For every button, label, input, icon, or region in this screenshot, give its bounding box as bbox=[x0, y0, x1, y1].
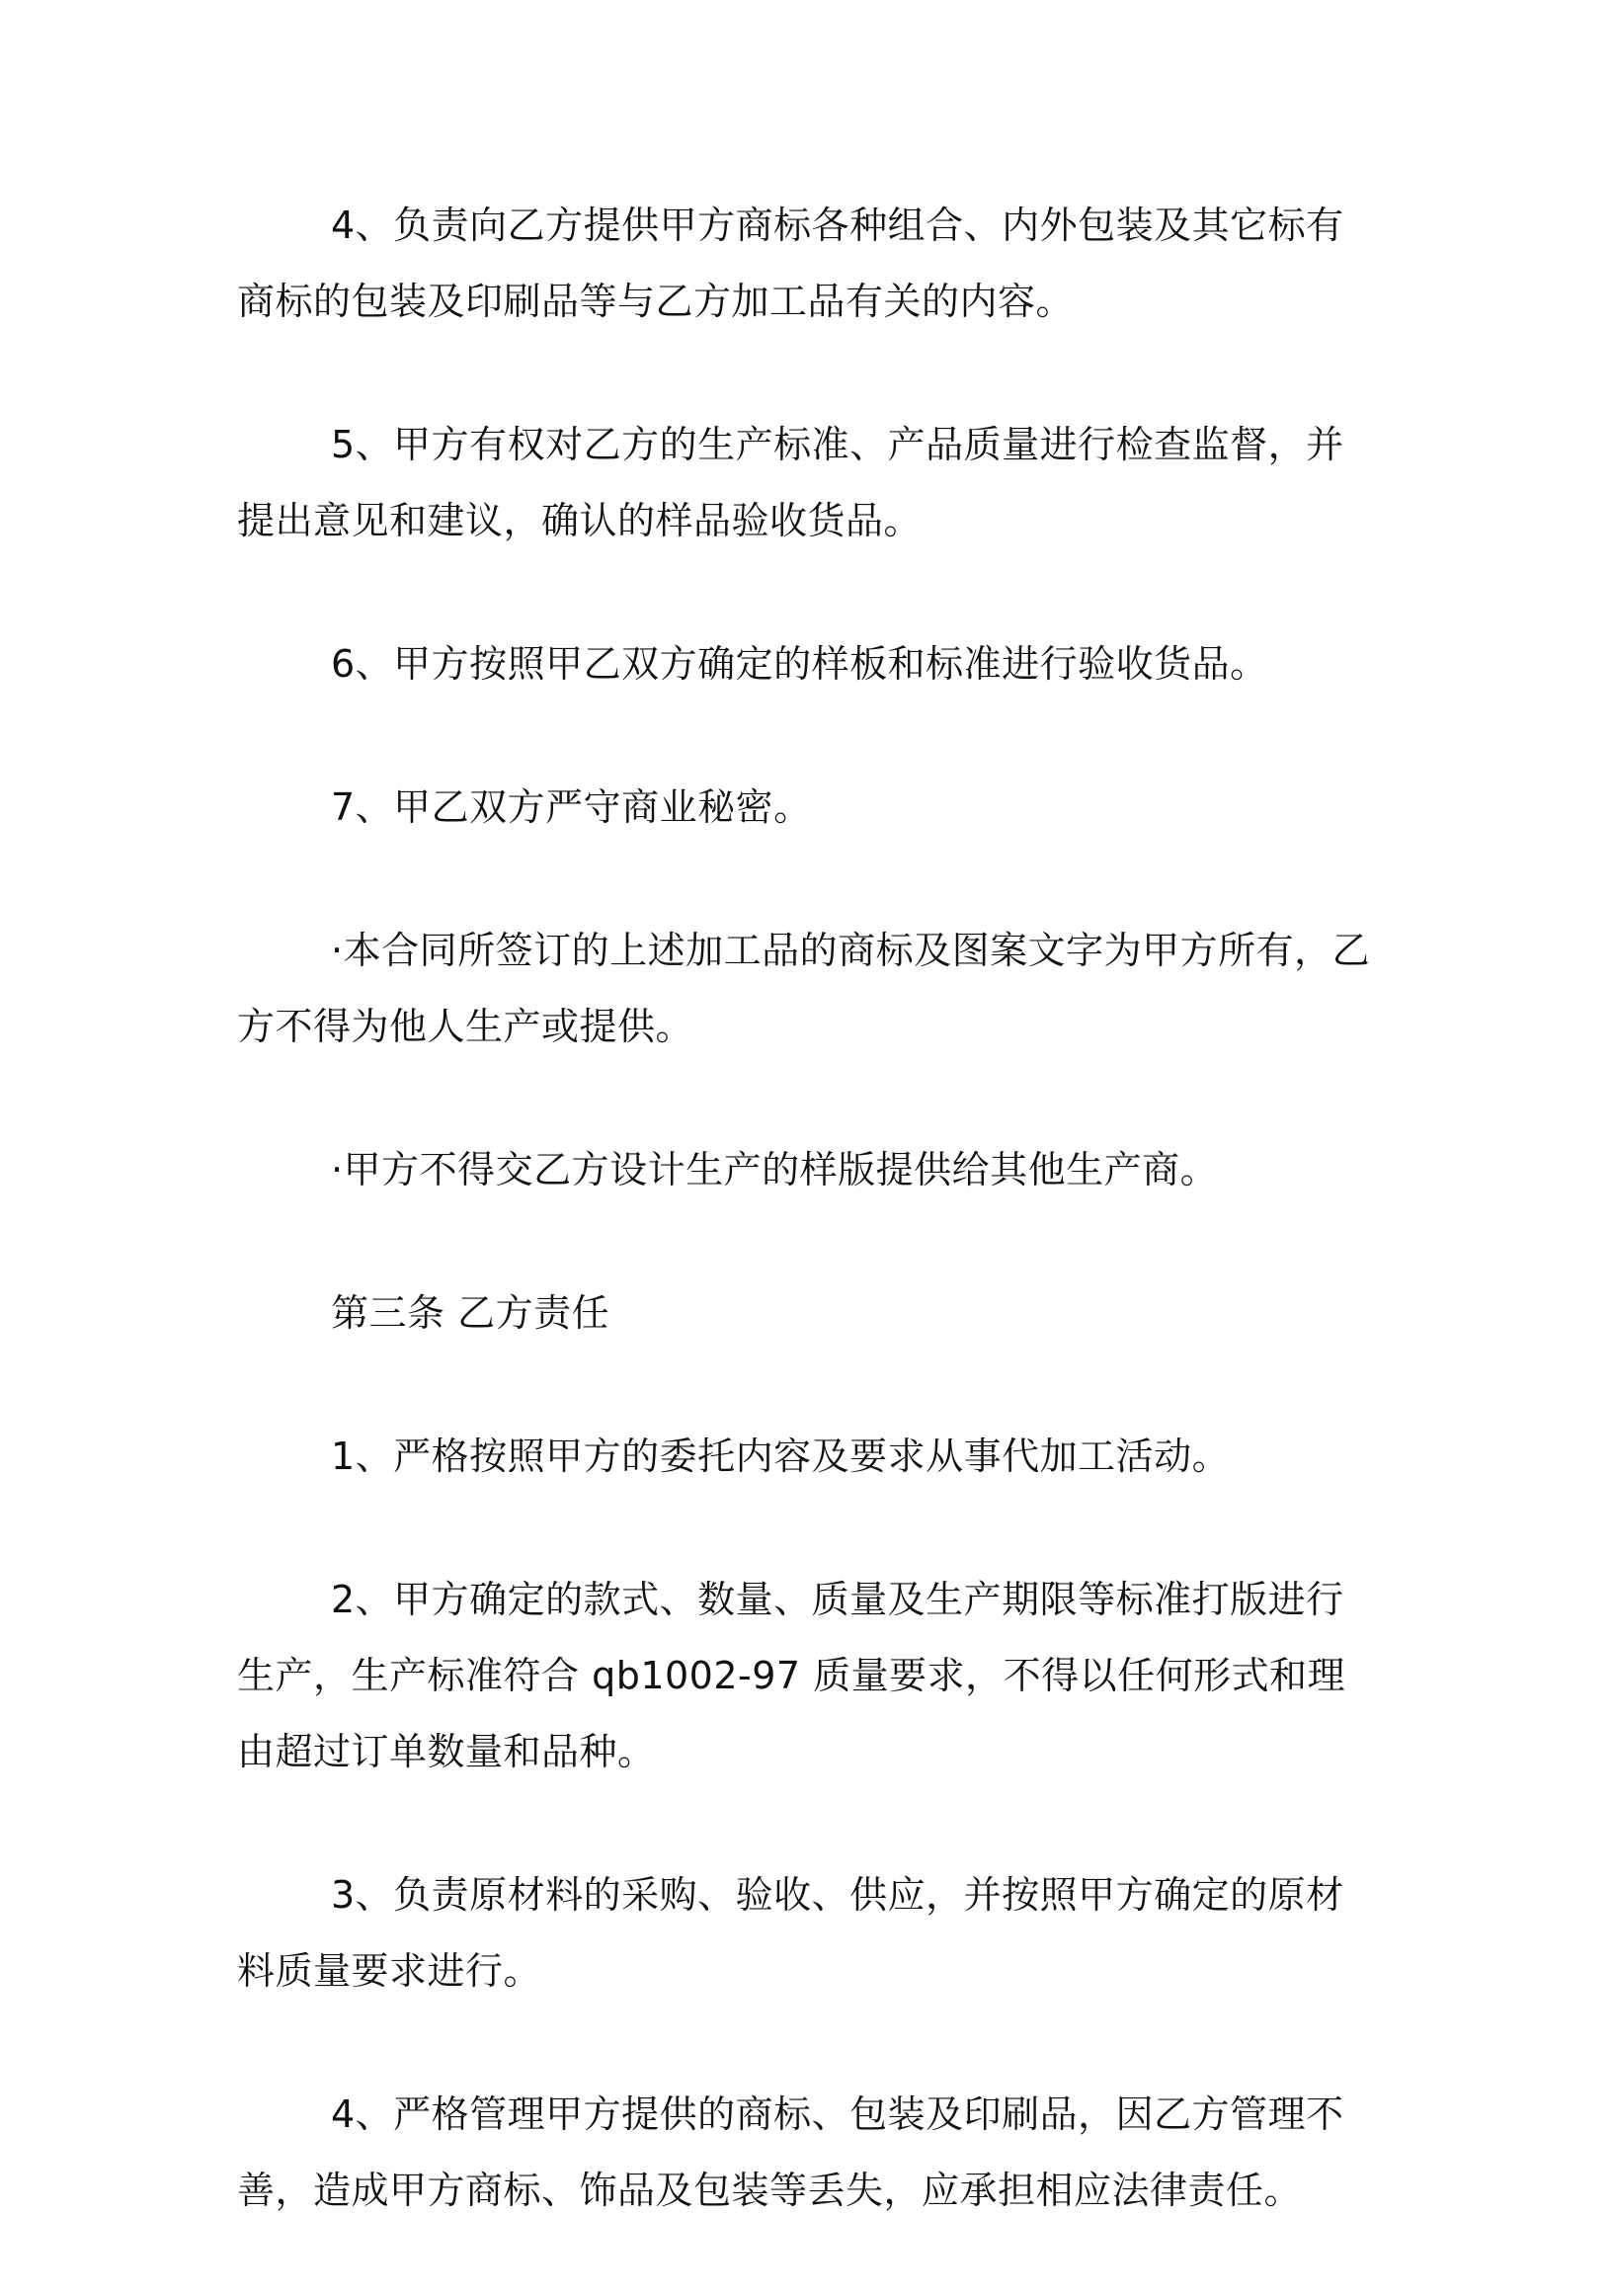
clause-3-item-4: 4、严格管理甲方提供的商标、包装及印刷品，因乙方管理不善，造成甲方商标、饰品及包装等丢失，应承担相应法律责任。 bbox=[237, 2092, 1344, 2212]
clause-3-item-1: 1、严格按照甲方的委托内容及要求从事代加工活动。 bbox=[331, 1435, 1231, 1478]
document-page bbox=[237, 188, 1373, 2296]
clause-3-heading: 第三条 乙方责任 bbox=[331, 1291, 610, 1335]
clause-2-bullet-1: ·本合同所签订的上述加工品的商标及图案文字为甲方所有，乙方不得为他人生产或提供。 bbox=[237, 929, 1371, 1048]
clause-2-bullet-2: ·甲方不得交乙方设计生产的样版提供给其他生产商。 bbox=[331, 1148, 1219, 1191]
clause-2-item-6: 6、甲方按照甲乙双方确定的样板和标准进行验收货品。 bbox=[331, 642, 1268, 686]
clause-2-item-7: 7、甲乙双方严守商业秘密。 bbox=[331, 785, 812, 829]
clause-2-item-4: 4、负责向乙方提供甲方商标各种组合、内外包装及其它标有商标的包装及印刷品等与乙方加工品有关的内容。 bbox=[237, 204, 1344, 323]
clause-2-item-5: 5、甲方有权对乙方的生产标准、产品质量进行检查监督，并提出意见和建议，确认的样品验收货品。 bbox=[237, 423, 1344, 542]
clause-3-item-2: 2、甲方确定的款式、数量、质量及生产期限等标准打版进行生产，生产标准符合 qb1002-97 质量要求，不得以任何形式和理由超过订单数量和品种。 bbox=[237, 1578, 1346, 1773]
clause-3-item-3: 3、负责原材料的采购、验收、供应，并按照甲方确定的原材料质量要求进行。 bbox=[237, 1873, 1344, 1993]
